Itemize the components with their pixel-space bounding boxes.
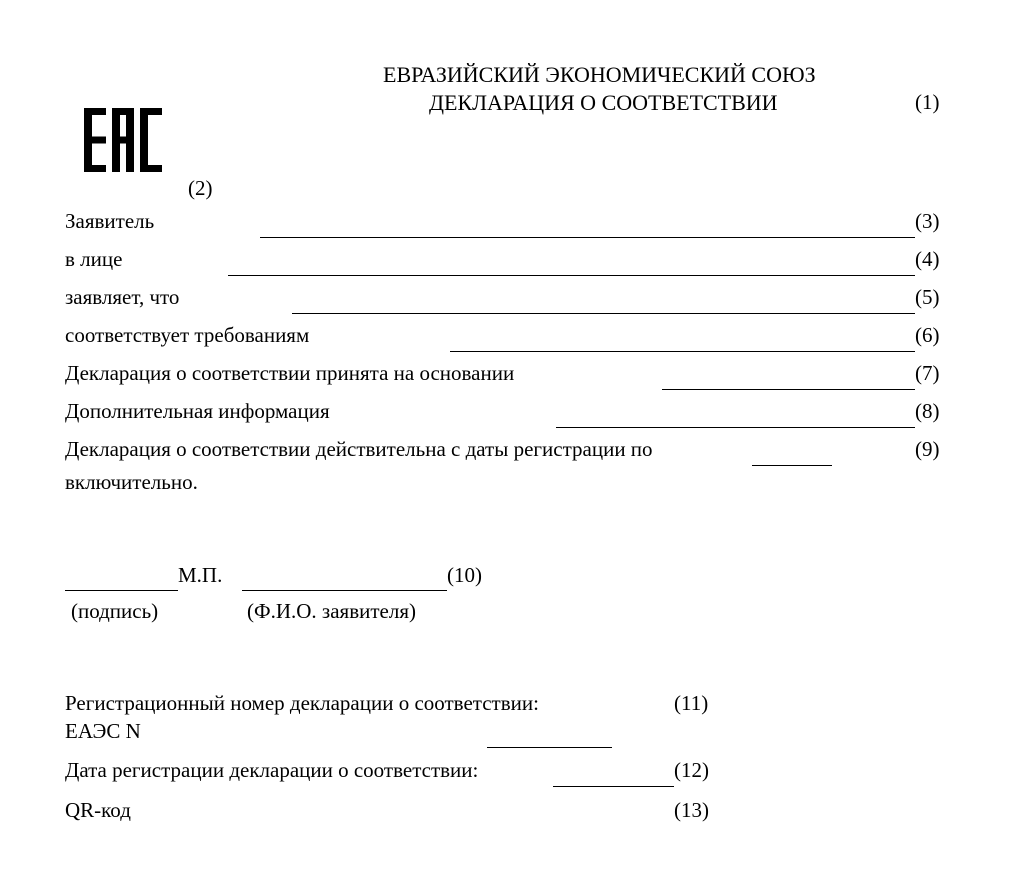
registration-number-label: Регистрационный номер декларации о соответствии: xyxy=(65,691,539,715)
field-number-4: (4) xyxy=(915,247,940,271)
additional-info-field-line[interactable] xyxy=(556,427,915,428)
registration-number-prefix: ЕАЭС N xyxy=(65,719,141,743)
registration-date-line[interactable] xyxy=(553,786,674,787)
basis-field-line[interactable] xyxy=(662,389,915,390)
field-number-12: (12) xyxy=(674,758,709,782)
field-number-1: (1) xyxy=(915,90,940,114)
complies-label: соответствует требованиям xyxy=(65,323,310,347)
additional-info-label: Дополнительная информация xyxy=(65,399,330,423)
declares-label: заявляет, что xyxy=(65,285,180,309)
field-number-3: (3) xyxy=(915,209,940,233)
registration-date-label: Дата регистрации декларации о соответствии: xyxy=(65,758,479,782)
declares-field-line[interactable] xyxy=(292,313,915,314)
signature-caption: (подпись) xyxy=(71,599,159,623)
validity-label: Декларация о соответствии действительна с даты регистрации по xyxy=(65,437,653,461)
registration-number-line[interactable] xyxy=(487,747,612,748)
person-field-line[interactable] xyxy=(228,275,915,276)
field-number-10: (10) xyxy=(447,563,482,587)
field-number-8: (8) xyxy=(915,399,940,423)
qr-code-label: QR-код xyxy=(65,798,131,822)
field-number-9: (9) xyxy=(915,437,940,461)
validity-label-continued: включительно. xyxy=(65,470,198,494)
complies-field-line[interactable] xyxy=(450,351,915,352)
stamp-label: М.П. xyxy=(178,563,223,587)
signature-line[interactable] xyxy=(65,590,178,591)
validity-date-line[interactable] xyxy=(752,465,832,466)
union-title: ЕВРАЗИЙСКИЙ ЭКОНОМИЧЕСКИЙ СОЮЗ xyxy=(383,62,816,87)
field-number-2: (2) xyxy=(188,176,213,200)
field-number-11: (11) xyxy=(674,691,709,715)
document-title: ДЕКЛАРАЦИЯ О СООТВЕТСТВИИ xyxy=(429,90,778,115)
eac-mark-icon xyxy=(84,108,162,172)
basis-label: Декларация о соответствии принята на основании xyxy=(65,361,515,385)
person-label: в лице xyxy=(65,247,123,271)
applicant-name-line[interactable] xyxy=(242,590,447,591)
field-number-6: (6) xyxy=(915,323,940,347)
field-number-5: (5) xyxy=(915,285,940,309)
applicant-field-line[interactable] xyxy=(260,237,915,238)
field-number-13: (13) xyxy=(674,798,709,822)
field-number-7: (7) xyxy=(915,361,940,385)
applicant-label: Заявитель xyxy=(65,209,155,233)
applicant-name-caption: (Ф.И.О. заявителя) xyxy=(247,599,416,623)
